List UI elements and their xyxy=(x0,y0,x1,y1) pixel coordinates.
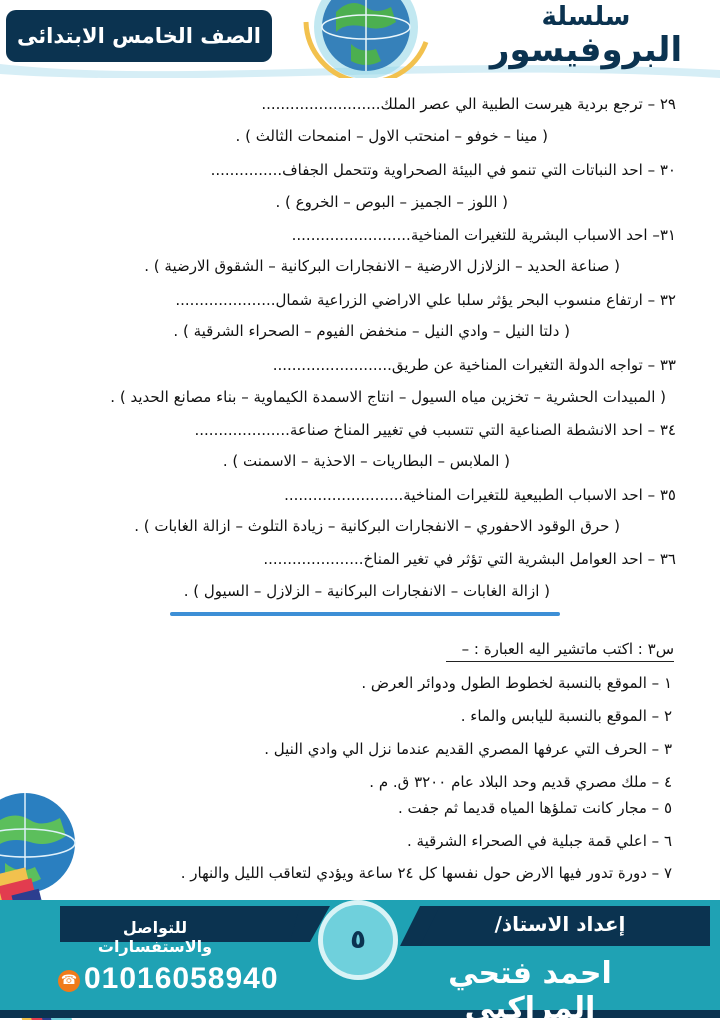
series-sub: سلسلة xyxy=(541,2,631,32)
series-title xyxy=(466,2,706,68)
section-3-underline xyxy=(446,661,674,662)
prepared-by-label: إعداد الاستاذ/ xyxy=(494,912,626,936)
question-text: ٣١– احد الاسباب البشرية للتغيرات المناخية......................... xyxy=(291,226,676,244)
question-options: ( حرق الوقود الاحفوري – الانفجارات البركانية – زيادة التلوث – ازالة الغابات ) . xyxy=(134,517,620,535)
question-options: ( ازالة الغابات – الانفجارات البركانية – الزلازل – السيول ) . xyxy=(183,582,550,600)
question-text: ٣٥ – احد الاسباب الطبيعية للتغيرات المناخية......................... xyxy=(284,486,676,504)
list-item: ٢ – الموقع بالنسبة لليابس والماء . xyxy=(460,707,672,725)
grade-label: الصف الخامس الابتدائى xyxy=(17,24,261,48)
question-text: ٣٢ – ارتفاع منسوب البحر يؤثر سلبا علي الاراضي الزراعية شمال..................... xyxy=(175,291,676,309)
phone-icon: ☎ xyxy=(58,970,80,992)
question-options: ( المبيدات الحشرية – تخزين مياه السيول – انتاج الاسمدة الكيماوية – بناء مصانع الحديد ) . xyxy=(110,388,666,406)
question-text: ٣٣ – تواجه الدولة التغيرات المناخية عن طريق......................... xyxy=(272,356,676,374)
page-number: ٥ xyxy=(350,925,366,955)
question-text: ٢٩ – ترجع بردية هيرست الطبية الي عصر الملك......................... xyxy=(261,95,676,113)
question-text: ٣٦ – احد العوامل البشرية التي تؤثر في تغير المناخ..................... xyxy=(263,550,676,568)
question-options: ( صناعة الحديد – الزلازل الارضية – الانفجارات البركانية – الشقوق الارضية ) . xyxy=(144,257,620,275)
question-options: ( الملابس – البطاريات – الاحذية – الاسمنت ) . xyxy=(222,452,510,470)
question-options: ( مينا – خوفو – امنحتب الاول – امنمحات الثالث ) . xyxy=(235,127,548,145)
page-header xyxy=(0,0,720,78)
list-item: ٦ – اعلي قمة جبلية في الصحراء الشرقية . xyxy=(406,832,672,850)
phone-number[interactable]: 01016058940 xyxy=(84,962,279,995)
grade-badge xyxy=(6,10,272,62)
list-item: ١ – الموقع بالنسبة لخطوط الطول ودوائر العرض . xyxy=(361,674,672,692)
question-text: ٣٤ – احد الانشطة الصناعية التي تتسبب في تغيير المناخ صناعة.................... xyxy=(194,421,676,439)
list-item: ٣ – الحرف التي عرفها المصري القديم عندما نزل الي وادي النيل . xyxy=(264,740,672,758)
section-3-title: س٣ : اكتب ماتشير اليه العبارة : – xyxy=(461,640,674,658)
section-divider xyxy=(170,612,560,616)
list-item: ٥ – مجار كانت تملؤها المياه قديما ثم جفت . xyxy=(397,799,672,817)
question-options: ( اللوز – الجميز – البوص – الخروع ) . xyxy=(275,193,508,211)
question-options: ( دلتا النيل – وادي النيل – منخفض الفيوم – الصحراء الشرقية ) . xyxy=(173,322,570,340)
series-main: البروفيسور xyxy=(489,30,683,70)
teacher-name: احمد فتحي المراكبي xyxy=(448,956,612,1026)
globe-icon xyxy=(296,0,436,78)
question-text: ٣٠ – احد النباتات التي تنمو في البيئة الصحراوية وتتحمل الجفاف............... xyxy=(210,161,676,179)
list-item: ٧ – دورة تدور فيها الارض حول نفسها كل ٢٤ ساعة ويؤدي لتعاقب الليل والنهار . xyxy=(180,864,672,882)
contact-label: للتواصل والاستفسارات xyxy=(97,918,213,956)
list-item: ٤ – ملك مصري قديم وحد البلاد عام ٣٢٠٠ ق. م . xyxy=(369,773,672,791)
